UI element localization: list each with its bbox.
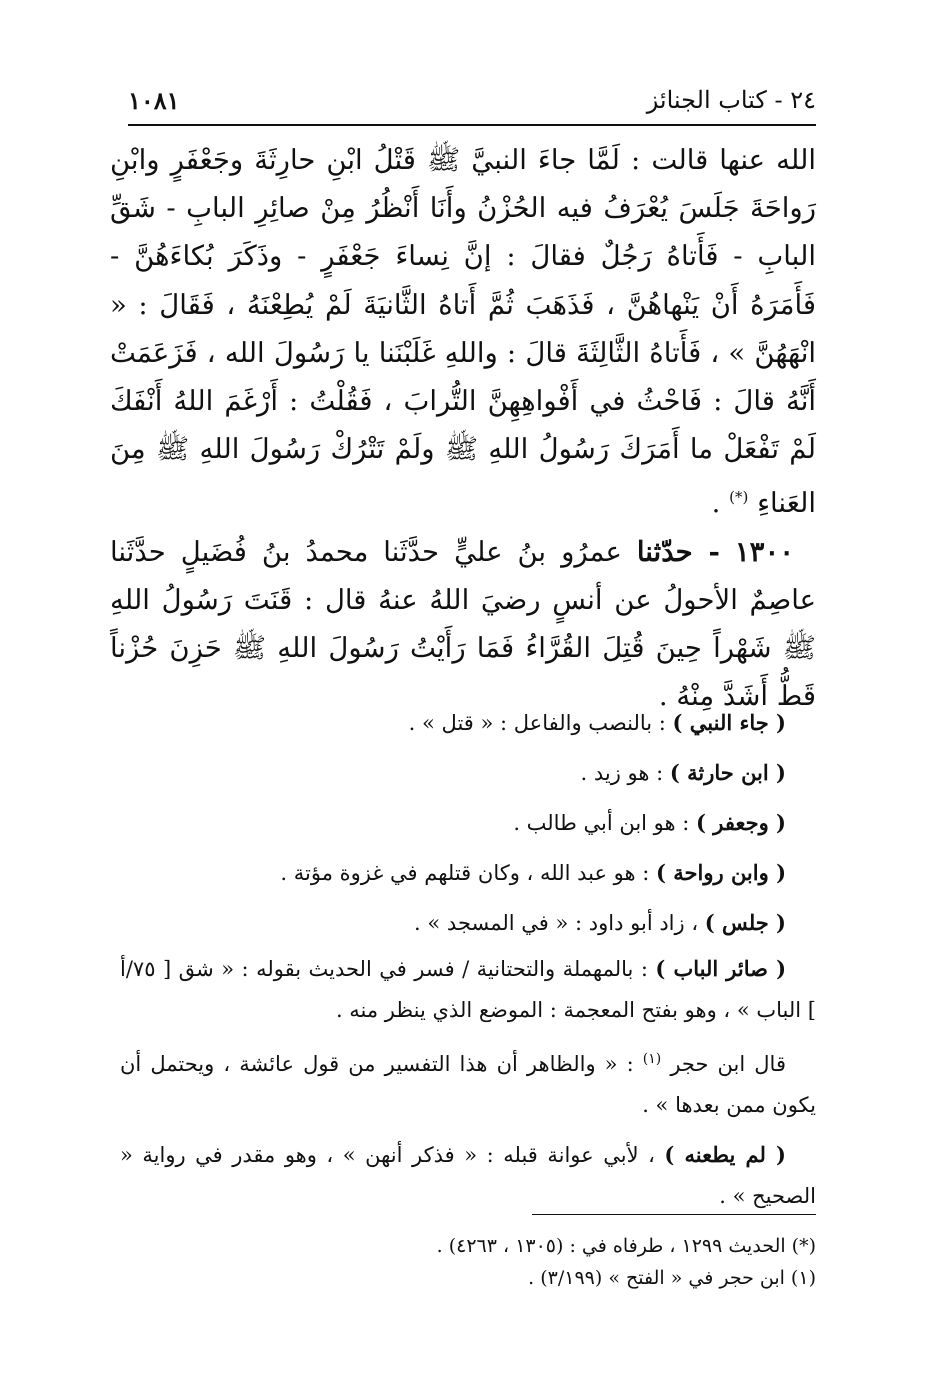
note-term: ( جلس ) [704,910,786,935]
note-text: : هو ابن أبي طالب . [513,811,697,835]
note-term: ( ابن حارثة ) [669,760,786,785]
note-item [120,948,816,1031]
footnotes [200,1230,816,1294]
footnote-divider [532,1214,816,1215]
note-item [120,898,816,948]
hadith-1300-lead: - حدّثنا [636,535,720,568]
note-text: ، لأبي عوانة قبله : « فذكر أنهن » ، وهو مقدر في رواية « الصحيح » . [120,1143,816,1208]
header-divider [128,124,816,126]
note-text: : هو زيد . [580,761,670,785]
note-item [120,1134,816,1217]
hadith-1299-end: . [711,487,730,520]
note-text: ، زاد أبو داود : « في المسجد » . [414,911,705,935]
note-term: ( وابن رواحة ) [656,860,786,885]
note-term: ( وجعفر ) [696,810,786,835]
page-number: ١٠٨١ [128,86,180,115]
note-item [120,748,816,798]
note-item [120,848,816,898]
note-item [120,698,816,748]
note-term: ( جاء النبي ) [672,710,786,735]
footnote-marker-1: (١) [642,1051,662,1067]
note-text: : بالنصب والفاعل : « قتل » . [408,711,673,735]
note-text: : بالمهملة والتحتانية / فسر في الحديث بقوله : « شق [ ٧٥/أ ] الباب » ، وهو بفتح المعجمة : الموضع الذي ينظر منه . [120,957,816,1022]
note-text: قال ابن حجر [670,1052,786,1076]
commentary-notes [120,698,816,1217]
footnote-marker-star: (*) [729,488,749,507]
main-text [110,136,816,721]
note-term: ( لم يطعنه ) [664,1142,786,1167]
note-term: ( صائر الباب ) [655,956,786,981]
page-header [128,86,816,126]
note-text: : هو عبد الله ، وكان قتلهم في غزوة مؤتة . [280,861,657,885]
note-item [120,1039,816,1126]
note-text-cont: : « والظاهر أن هذا التفسير من قول عائشة ، ويحتمل أن يكون ممن بعدها » . [120,1052,816,1117]
footnote-item: (١) ابن حجر في « الفتح » (٣/١٩٩) . [528,1267,816,1289]
note-item [120,798,816,848]
footnote-item: (*) الحديث ١٢٩٩ ، طرفاه في : (١٣٠٥ ، ٤٢٦٣) . [436,1235,816,1257]
hadith-1300-text: عمرُو بنُ عليٍّ حدَّثَنا محمدُ بنُ فُضَيلٍ حدَّثَنا عاصِمٌ الأحولُ عن أنسٍ رضيَ اللهُ عنهُ قال : قَنَتَ رَسُولُ اللهِ ﷺ شَهْراً حِينَ قُتِلَ القُرَّاءُ فَمَا رَأَيْتُ رَسُولَ اللهِ ﷺ حَزِنَ حُزْناً قَطُّ أَشَدَّ مِنْهُ . [110,535,816,713]
hadith-1299-text: الله عنها قالت : لَمَّا جاءَ النبيَّ ﷺ قَتْلُ ابْنِ حارِثَةَ وجَعْفَرٍ وابْنِ رَواحَةَ جَلَسَ يُعْرَفُ فيه الحُزْنُ وأَنَا أَنْظُرُ مِنْ صائِرِ البابِ - شَقِّ البابِ - فَأَتاهُ رَجُلٌ فقالَ : إنَّ نِساءَ جَعْفَرٍ - وذَكَرَ بُكاءَهُنَّ - فَأَمَرَهُ أَنْ يَنْهاهُنَّ ، فَذَهَبَ ثُمَّ أَتاهُ الثَّانيَةَ لَمْ يُطِعْنَهُ ، فَقَالَ : « انْهَهُنَّ » ، فَأَتاهُ الثَّالِثَةَ قالَ : واللهِ غَلَبْنَنا يا رَسُولَ الله ، فَزَعَمَتْ أَنَّهُ قالَ : فَاحْثُ في أَفْواهِهِنَّ التُّرابَ ، فَقُلْتُ : أَرْغَمَ اللهُ أَنْفَكَ لَمْ تَفْعَلْ ما أَمَرَكَ رَسُولُ اللهِ ﷺ ولَمْ تَتْرُكْ رَسُولَ اللهِ ﷺ مِنَ العَناءِ [110,144,816,520]
hadith-1300-number: ١٣٠٠ [734,535,794,568]
chapter-title: ٢٤ - كتاب الجنائز [646,86,816,114]
